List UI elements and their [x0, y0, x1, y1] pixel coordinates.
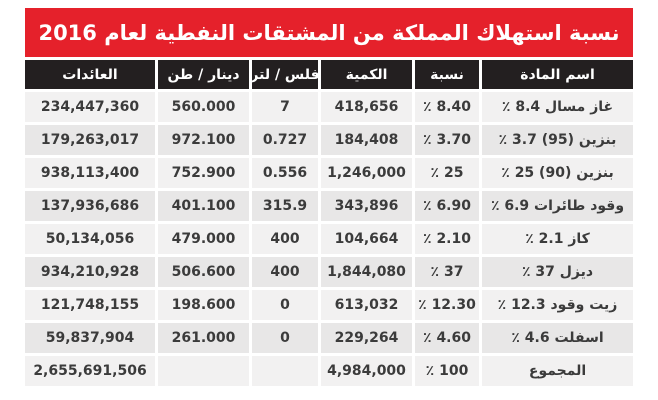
infographic-table: [25, 8, 633, 386]
table-cell: 12.30 ٪: [415, 290, 479, 320]
table-cell: [158, 356, 249, 386]
table-cell: 752.900: [158, 158, 249, 188]
column-header-2: الكمية: [321, 60, 412, 89]
table-cell: 6.90 ٪: [415, 191, 479, 221]
table-cell: وقود طائرات 6.9 ٪: [482, 191, 633, 221]
table-cell: 0: [252, 290, 318, 320]
table-cell: 401.100: [158, 191, 249, 221]
title-banner: [25, 8, 633, 57]
table-total-row: [25, 356, 633, 386]
table-cell: 613,032: [321, 290, 412, 320]
table-cell: 1,844,080: [321, 257, 412, 287]
table-cell: 315.9: [252, 191, 318, 221]
table-cell: 0.727: [252, 125, 318, 155]
table-cell: 37 ٪: [415, 257, 479, 287]
table-cell: [252, 356, 318, 386]
table-cell: ديزل 37 ٪: [482, 257, 633, 287]
table-row: [25, 257, 633, 287]
table-cell: كاز 2.1 ٪: [482, 224, 633, 254]
table-cell: 400: [252, 257, 318, 287]
table-cell: 972.100: [158, 125, 249, 155]
table-cell: 137,936,686: [25, 191, 155, 221]
table-header-row: [25, 60, 633, 89]
page-title: نسبة استهلاك المملكة من المشتقات النفطية لعام 2016: [38, 20, 620, 45]
table-cell: 0.556: [252, 158, 318, 188]
table-row: [25, 290, 633, 320]
table-cell: بنزين (90) 25 ٪: [482, 158, 633, 188]
table-cell: 934,210,928: [25, 257, 155, 287]
column-header-0: اسم المادة: [482, 60, 633, 89]
table-cell: 8.40 ٪: [415, 92, 479, 122]
table-cell: 25 ٪: [415, 158, 479, 188]
table-cell: 234,447,360: [25, 92, 155, 122]
table-cell: 179,263,017: [25, 125, 155, 155]
table-cell: 2.10 ٪: [415, 224, 479, 254]
table-row: [25, 125, 633, 155]
table-cell: 3.70 ٪: [415, 125, 479, 155]
column-header-4: دينار / طن: [158, 60, 249, 89]
table-cell: 104,664: [321, 224, 412, 254]
column-header-5: العائدات: [25, 60, 155, 89]
table-row: [25, 158, 633, 188]
table-cell: 261.000: [158, 323, 249, 353]
table-cell: 0: [252, 323, 318, 353]
table-cell: اسفلت 4.6 ٪: [482, 323, 633, 353]
table-cell: 343,896: [321, 191, 412, 221]
table-cell: 938,113,400: [25, 158, 155, 188]
table-cell: 4,984,000: [321, 356, 412, 386]
table-cell: 59,837,904: [25, 323, 155, 353]
table-cell: بنزين (95) 3.7 ٪: [482, 125, 633, 155]
table-cell: 198.600: [158, 290, 249, 320]
table-body: [25, 92, 633, 386]
table-cell: 418,656: [321, 92, 412, 122]
table-row: [25, 224, 633, 254]
table-cell: 506.600: [158, 257, 249, 287]
table-cell: 479.000: [158, 224, 249, 254]
column-header-1: نسبة: [415, 60, 479, 89]
table-cell: 1,246,000: [321, 158, 412, 188]
table-cell: 184,408: [321, 125, 412, 155]
table-row: [25, 323, 633, 353]
table-cell: 4.60 ٪: [415, 323, 479, 353]
table-cell: 100 ٪: [415, 356, 479, 386]
column-header-3: فلس / لتر: [252, 60, 318, 89]
table-row: [25, 92, 633, 122]
table-cell: زيت وقود 12.3 ٪: [482, 290, 633, 320]
table-cell: 7: [252, 92, 318, 122]
table-cell: غاز مسال 8.4 ٪: [482, 92, 633, 122]
table-row: [25, 191, 633, 221]
table-cell: المجموع: [482, 356, 633, 386]
table-cell: 121,748,155: [25, 290, 155, 320]
table-cell: 50,134,056: [25, 224, 155, 254]
table-cell: 560.000: [158, 92, 249, 122]
table-cell: 400: [252, 224, 318, 254]
table-cell: 229,264: [321, 323, 412, 353]
table-cell: 2,655,691,506: [25, 356, 155, 386]
